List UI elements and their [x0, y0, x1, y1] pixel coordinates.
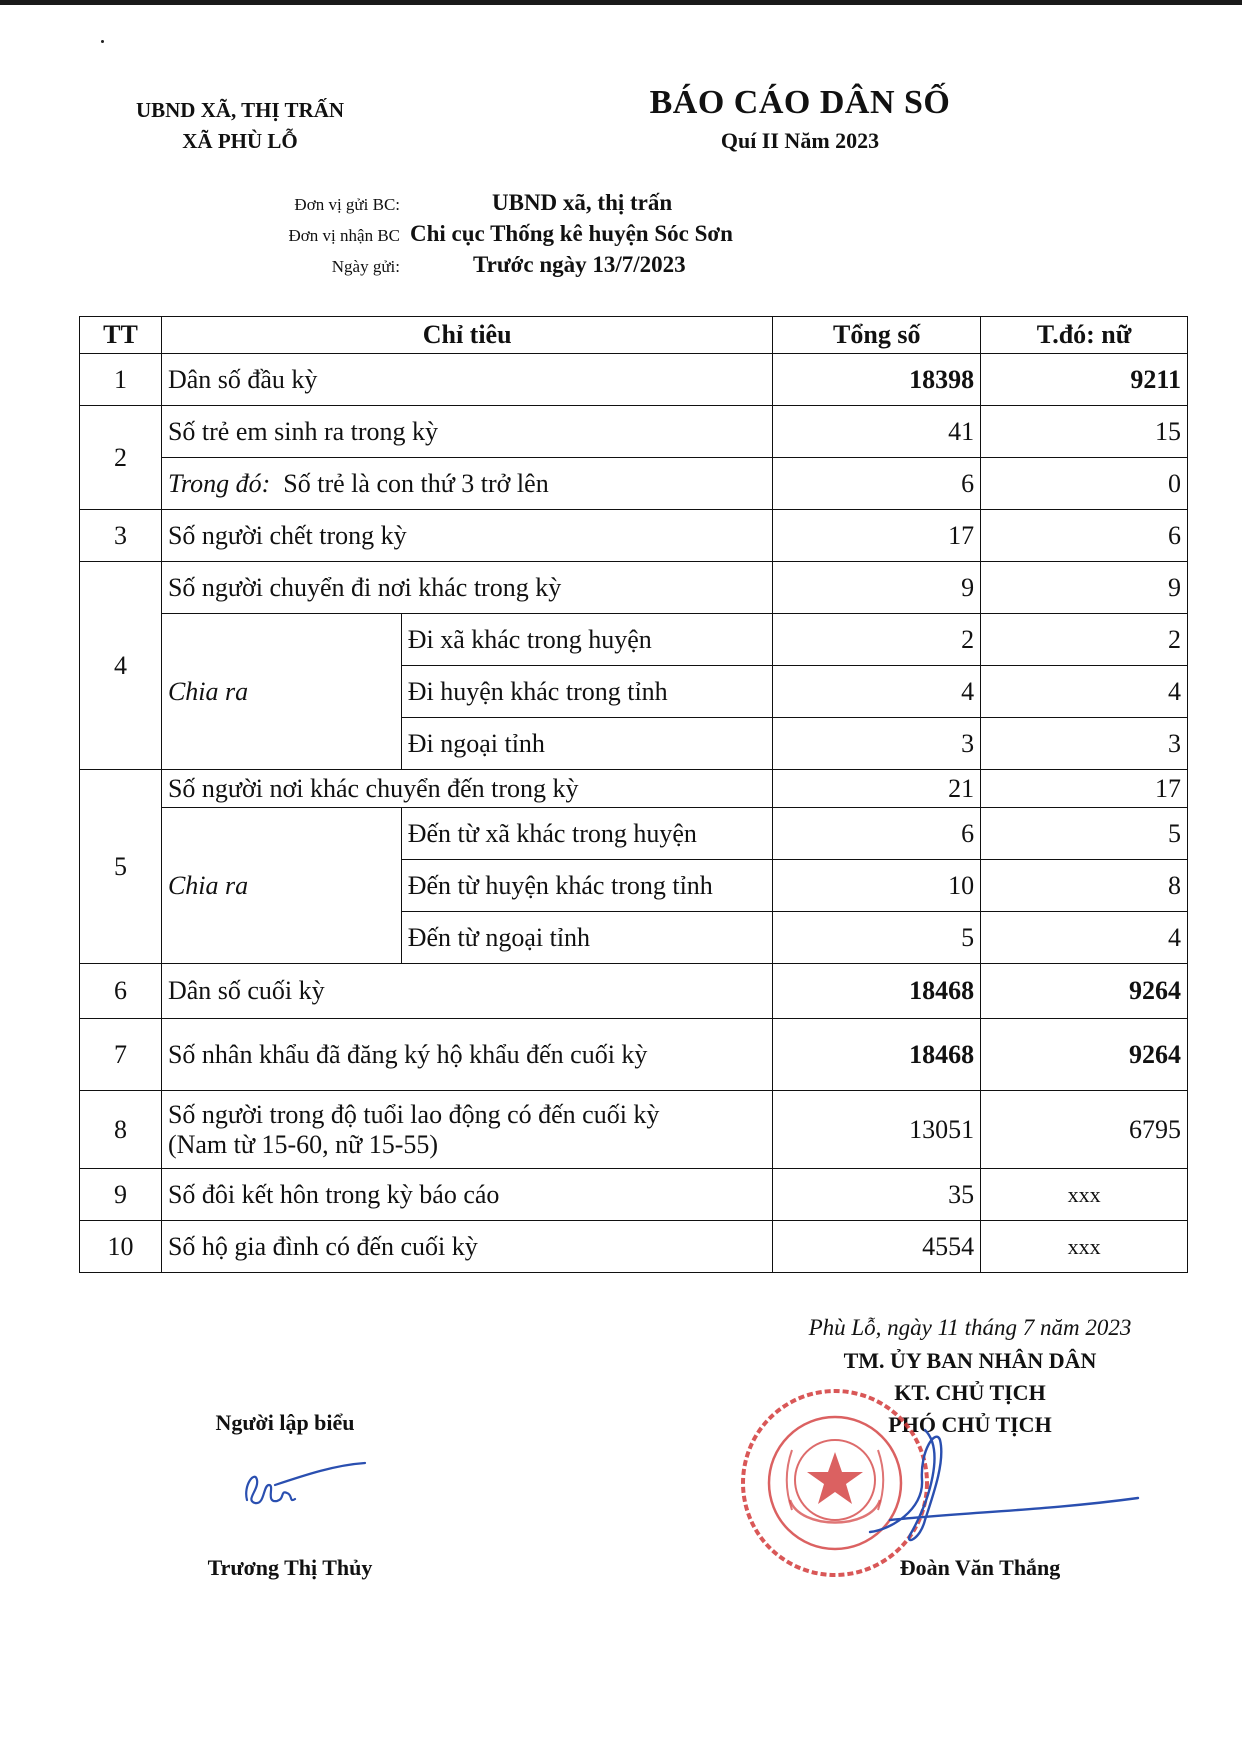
row-female: 3	[981, 718, 1188, 770]
receiver-label: Đơn vị nhận BC	[288, 226, 400, 245]
sender-value: UBND xã, thị trấn	[492, 190, 673, 215]
table-row	[80, 770, 1188, 808]
row-female: 8	[981, 860, 1188, 912]
row-number: 5	[80, 770, 162, 964]
signatory-line-3: PHÓ CHỦ TỊCH	[888, 1412, 1052, 1437]
report-heading	[560, 80, 1040, 156]
table-header-row	[80, 317, 1188, 354]
row-label: Số người chuyển đi nơi khác trong kỳ	[161, 562, 772, 614]
row-total: 18468	[773, 1019, 981, 1091]
row-female: 0	[981, 458, 1188, 510]
row-label: Số nhân khẩu đã đăng ký hộ khẩu đến cuối kỳ	[161, 1019, 772, 1091]
row-female: xxx	[981, 1169, 1188, 1221]
row-total: 10	[773, 860, 981, 912]
receiver-value: Chi cục Thống kê huyện Sóc Sơn	[410, 221, 733, 246]
row-total: 17	[773, 510, 981, 562]
table-subrow	[80, 458, 1188, 510]
scan-speck	[101, 40, 104, 43]
row-number: 1	[80, 354, 162, 406]
meta-date	[200, 252, 880, 283]
table-row	[80, 1169, 1188, 1221]
row-female: 2	[981, 614, 1188, 666]
row-label: Số người nơi khác chuyển đến trong kỳ	[161, 770, 772, 808]
table-row	[80, 510, 1188, 562]
row-total: 41	[773, 406, 981, 458]
table-row	[80, 1091, 1188, 1169]
row-number: 10	[80, 1221, 162, 1273]
row-total: 6	[773, 808, 981, 860]
row-number: 9	[80, 1169, 162, 1221]
row-total: 6	[773, 458, 981, 510]
table-subrow	[80, 808, 1188, 860]
sub-label: Đến từ xã khác trong huyện	[401, 808, 773, 860]
meta-receiver	[200, 221, 880, 252]
row-female: 4	[981, 912, 1188, 964]
table-row	[80, 964, 1188, 1019]
preparer-signature-icon	[235, 1455, 375, 1515]
preparer-title: Người lập biểu	[215, 1410, 355, 1435]
table-row	[80, 1019, 1188, 1091]
chia-ra-label: Chia ra	[161, 808, 401, 964]
header-indicator: Chỉ tiêu	[161, 317, 772, 354]
row-number: 6	[80, 964, 162, 1019]
signatory-line-1: TM. ỦY BAN NHÂN DÂN	[843, 1348, 1097, 1373]
sender-label: Đơn vị gửi BC:	[294, 195, 400, 214]
signer-name: Đoàn Văn Thắng	[899, 1555, 1061, 1580]
row-female: 15	[981, 406, 1188, 458]
row-label	[161, 1091, 772, 1169]
row-total: 9	[773, 562, 981, 614]
row-number: 4	[80, 562, 162, 770]
row-female: 6	[981, 510, 1188, 562]
row-label: Số người chết trong kỳ	[161, 510, 772, 562]
row-female: 4	[981, 666, 1188, 718]
row-number: 3	[80, 510, 162, 562]
row-label-line-2: (Nam từ 15-60, nữ 15-55)	[167, 1129, 439, 1159]
report-period: Quí II Năm 2023	[720, 128, 880, 153]
row-total: 5	[773, 912, 981, 964]
row-label: Số đôi kết hôn trong kỳ báo cáo	[161, 1169, 772, 1221]
population-report-table	[79, 316, 1188, 1273]
date-label: Ngày gửi:	[331, 257, 400, 276]
sub-label: Đi ngoại tỉnh	[401, 718, 773, 770]
row-female: 9264	[981, 1019, 1188, 1091]
row-number: 2	[80, 406, 162, 510]
row-label: Số trẻ em sinh ra trong kỳ	[161, 406, 772, 458]
report-meta	[200, 190, 880, 283]
row-total: 18468	[773, 964, 981, 1019]
row-female: 9	[981, 562, 1188, 614]
row-label	[161, 458, 772, 510]
row-number: 8	[80, 1091, 162, 1169]
row-total: 18398	[773, 354, 981, 406]
sub-prefix: Trong đó:	[167, 468, 271, 498]
table-row	[80, 354, 1188, 406]
date-value: Trước ngày 13/7/2023	[473, 252, 686, 277]
row-female: 17	[981, 770, 1188, 808]
row-number: 7	[80, 1019, 162, 1091]
sub-label: Đi xã khác trong huyện	[401, 614, 773, 666]
report-title: BÁO CÁO DÂN SỐ	[649, 84, 951, 121]
table-row	[80, 1221, 1188, 1273]
signatory-line-2: KT. CHỦ TỊCH	[894, 1380, 1046, 1405]
row-female: 6795	[981, 1091, 1188, 1169]
table-subrow	[80, 614, 1188, 666]
table-row	[80, 562, 1188, 614]
sub-label: Đến từ huyện khác trong tỉnh	[401, 860, 773, 912]
row-label-line-1: Số người trong độ tuổi lao động có đến cuối kỳ	[167, 1099, 660, 1129]
sub-label: Đến từ ngoại tỉnh	[401, 912, 773, 964]
row-total: 4554	[773, 1221, 981, 1273]
official-signature-icon	[850, 1420, 1150, 1560]
row-total: 3	[773, 718, 981, 770]
org-line-1: UBND XÃ, THỊ TRẤN	[135, 98, 345, 122]
top-border-line	[0, 0, 1242, 5]
row-label: Dân số đầu kỳ	[161, 354, 772, 406]
issuing-organization	[95, 95, 385, 157]
row-female: 9211	[981, 354, 1188, 406]
table-row	[80, 406, 1188, 458]
org-line-2: XÃ PHÙ LỖ	[182, 129, 298, 153]
preparer-name: Trương Thị Thủy	[207, 1555, 373, 1580]
sub-label: Đi huyện khác trong tỉnh	[401, 666, 773, 718]
row-female: 9264	[981, 964, 1188, 1019]
chia-ra-label: Chia ra	[161, 614, 401, 770]
row-female: 5	[981, 808, 1188, 860]
meta-sender	[200, 190, 880, 221]
row-total: 2	[773, 614, 981, 666]
header-female: T.đó: nữ	[981, 317, 1188, 354]
row-female: xxx	[981, 1221, 1188, 1273]
row-label: Dân số cuối kỳ	[161, 964, 772, 1019]
row-total: 4	[773, 666, 981, 718]
row-label: Số hộ gia đình có đến cuối kỳ	[161, 1221, 772, 1273]
row-total: 13051	[773, 1091, 981, 1169]
sub-label: Số trẻ là con thứ 3 trở lên	[283, 468, 549, 498]
row-total: 35	[773, 1169, 981, 1221]
row-total: 21	[773, 770, 981, 808]
header-total: Tổng số	[773, 317, 981, 354]
place-date: Phù Lỗ, ngày 11 tháng 7 năm 2023	[808, 1315, 1132, 1340]
header-tt: TT	[80, 317, 162, 354]
